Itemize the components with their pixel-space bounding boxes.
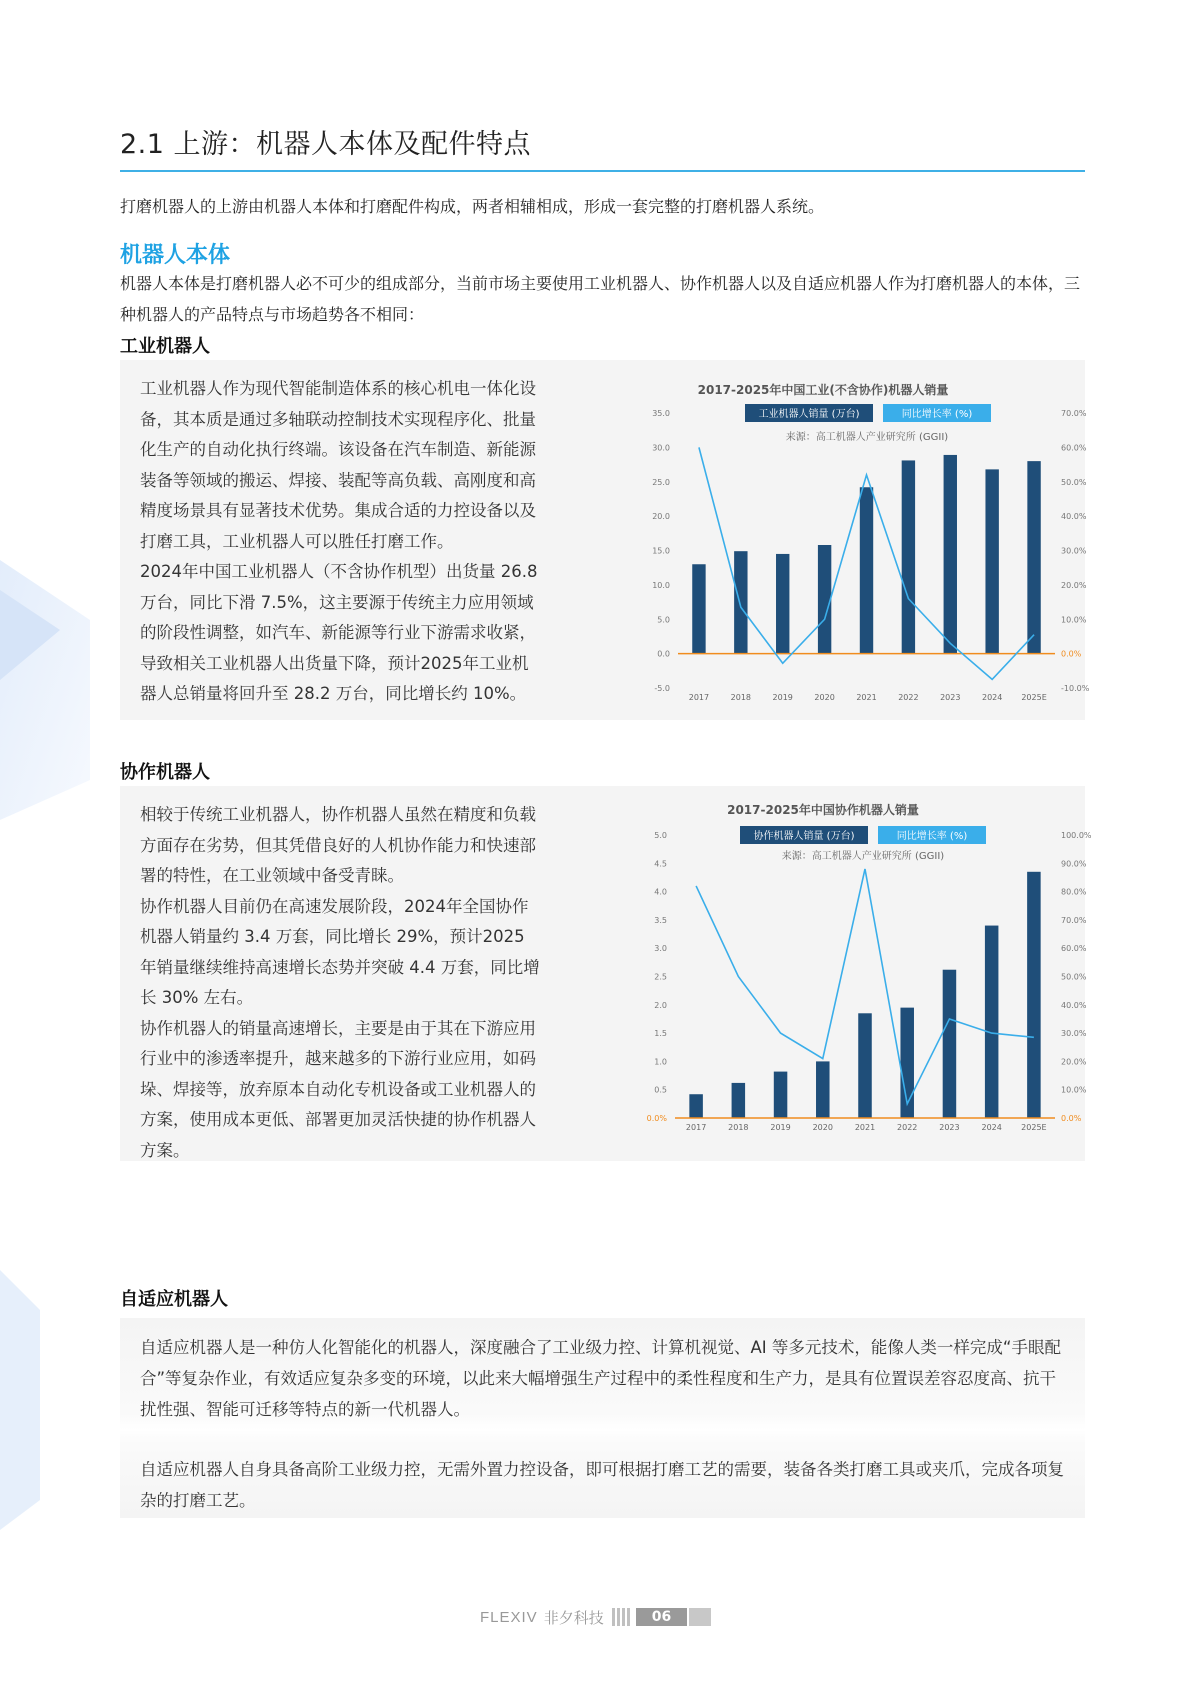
y-left-tick-label: 1.0 [654, 1057, 667, 1067]
y-right-tick-label: 30.0% [1061, 1029, 1087, 1039]
x-tick-label: 2021 [856, 693, 877, 702]
y-left-tick-label: 1.5 [654, 1029, 667, 1039]
bar [943, 970, 957, 1118]
intro-text: 打磨机器人的上游由机器人本体和打磨配件构成，两者相辅相成，形成一套完整的打磨机器人系统。 [120, 197, 825, 216]
x-tick-label: 2020 [814, 693, 835, 702]
y-left-tick-label: 10.0 [652, 580, 670, 590]
collab-text [140, 800, 540, 1166]
section-title: 2.1 上游：机器人本体及配件特点 [120, 129, 532, 160]
decorative-polygon [0, 560, 90, 820]
y-left-tick-label: 35.0 [652, 409, 670, 418]
x-tick-label: 2024 [981, 1123, 1002, 1132]
y-left-tick-label: 0.0 [657, 649, 670, 659]
y-left-tick-label: 20.0 [652, 512, 670, 522]
y-right-tick-label: 10.0% [1061, 1085, 1087, 1095]
body-paragraph: 机器人本体是打磨机器人必不可少的组成部分，当前市场主要使用工业机器人、协作机器人以及自适应机器人作为打磨机器人的本体，三种机器人的产品特点与市场趋势各不相同： [120, 274, 1081, 324]
y-right-tick-label: 10.0% [1061, 615, 1087, 625]
legend-line-label: 同比增长率 (%) [901, 409, 973, 420]
brand-logo: FLEXIV [480, 1608, 538, 1626]
y-right-tick-label: 70.0% [1061, 915, 1087, 925]
y-left-tick-label: 3.5 [654, 915, 667, 925]
bar [689, 1094, 703, 1118]
bar [985, 926, 999, 1118]
bar [774, 1072, 788, 1118]
y-left-tick-label: 0.0% [646, 1114, 667, 1123]
industrial-sales-chart [560, 360, 1090, 720]
y-right-tick-label: 20.0% [1061, 580, 1087, 590]
y-right-tick-label: 50.0% [1061, 972, 1087, 982]
y-left-tick-label: 4.0 [654, 887, 667, 897]
legend-bar-label: 协作机器人销量 (万台) [753, 831, 855, 842]
chart-source: 来源：高工机器人产业研究所 (GGII) [781, 851, 945, 862]
industrial-paragraph-1: 工业机器人作为现代智能制造体系的核心机电一体化设备，其本质是通过多轴联动控制技术实现程序化、批量化生产的自动化执行终端。该设备在汽车制造、新能源装备等领域的搬运、焊接、装配等高负载、高刚度和高精度场景具有显著技术优势。集成合适的力控设备以及打磨工具，工业机器人可以胜任打磨工作。 [140, 379, 536, 551]
y-right-tick-label: 20.0% [1061, 1057, 1087, 1067]
decorative-polygon [0, 1270, 90, 1530]
x-tick-label: 2025E [1021, 1123, 1047, 1132]
x-tick-label: 2025E [1021, 693, 1047, 702]
bar [1027, 872, 1041, 1118]
bar [985, 469, 998, 653]
body-heading: 机器人本体 [120, 243, 231, 268]
adaptive-paragraph-1: 自适应机器人是一种仿人化智能化的机器人，深度融合了工业级力控、计算机视觉、AI 等多元技术，能像人类一样完成“手眼配合”等复杂作业，有效适应复杂多变的环境，以此来大幅增强生产过程中的柔性程度和生产力，是具有位置误差容忍度高、抗干扰性强、智能可迁移等特点的新一代机器人。 [140, 1338, 1061, 1419]
collab-paragraph-3: 协作机器人的销量高速增长，主要是由于其在下游应用行业中的渗透率提升，越来越多的下游行业应用，如码垛、焊接等，放弃原本自动化专机设备或工业机器人的方案，使用成本更低、部署更加灵活快捷的协作机器人方案。 [140, 1018, 536, 1160]
y-left-tick-label: 5.0 [657, 615, 670, 625]
y-left-tick-label: 3.0 [654, 944, 667, 954]
bar [776, 554, 789, 654]
y-left-tick-label: -5.0 [654, 684, 670, 693]
y-right-tick-label: 60.0% [1061, 443, 1087, 453]
y-right-tick-label: 80.0% [1061, 887, 1087, 897]
footer-divider-bars [612, 1608, 632, 1626]
y-right-tick-label: 50.0% [1061, 477, 1087, 487]
chart-source: 来源：高工机器人产业研究所 (GGII) [785, 432, 949, 443]
adaptive-paragraph-2: 自适应机器人自身具备高阶工业级力控，无需外置力控设备，即可根据打磨工艺的需要，装备各类打磨工具或夹爪，完成各项复杂的打磨工艺。 [140, 1460, 1064, 1510]
title-underline [120, 170, 1085, 172]
y-right-tick-label: 70.0% [1061, 409, 1087, 418]
collab-paragraph-1: 相较于传统工业机器人，协作机器人虽然在精度和负载方面存在劣势，但其凭借良好的人机协作能力和快速部署的特性，在工业领域中备受青睐。 [140, 805, 536, 885]
bar [692, 564, 705, 653]
x-tick-label: 2017 [688, 693, 710, 702]
x-tick-label: 2021 [854, 1123, 876, 1132]
chart-title: 2017-2025年中国工业(不含协作)机器人销量 [697, 383, 949, 397]
y-left-tick-label: 15.0 [652, 546, 670, 556]
chart-title: 2017-2025年中国协作机器人销量 [727, 803, 919, 817]
collab-box [120, 786, 1092, 1161]
brand-name-cn: 非夕科技 [543, 1608, 604, 1627]
page-footer [480, 1605, 711, 1629]
bar [944, 455, 957, 654]
y-right-tick-label: 90.0% [1061, 859, 1087, 869]
x-tick-label: 2023 [940, 693, 961, 702]
bar [816, 1061, 830, 1118]
x-tick-label: 2018 [730, 693, 752, 702]
industrial-text [140, 374, 540, 710]
x-tick-label: 2020 [812, 1123, 833, 1132]
collab-sales-chart [560, 786, 1092, 1161]
adaptive-box [120, 1318, 1085, 1518]
industrial-box [120, 360, 1090, 720]
y-left-tick-label: 0.5 [654, 1085, 667, 1095]
adaptive-heading: 自适应机器人 [120, 1289, 228, 1310]
y-right-tick-label: 100.0% [1061, 831, 1092, 840]
legend-bar-label: 工业机器人销量 (万台) [758, 409, 860, 420]
collab-heading: 协作机器人 [120, 762, 210, 783]
bar [732, 1083, 746, 1118]
y-left-tick-label: 30.0 [652, 443, 670, 453]
bar [860, 487, 873, 653]
y-right-tick-label: 0.0% [1061, 1114, 1082, 1123]
bar [1027, 461, 1040, 654]
y-left-tick-label: 25.0 [652, 477, 670, 487]
page-number-tail [689, 1608, 711, 1626]
collab-paragraph-2: 协作机器人目前仍在高速发展阶段，2024年全国协作机器人销量约 3.4 万套，同比增长 29%，预计2025年销量继续维持高速增长态势并突破 4.4 万套，同比增长 30% 左右。 [140, 896, 540, 1007]
bar [818, 545, 831, 654]
legend-line-label: 同比增长率 (%) [896, 831, 968, 842]
y-left-tick-label: 2.5 [654, 972, 667, 982]
y-right-tick-label: 30.0% [1061, 546, 1087, 556]
industrial-paragraph-2: 2024年中国工业机器人（不含协作机型）出货量 26.8 万台，同比下滑 7.5%，这主要源于传统主力应用领域的阶段性调整，如汽车、新能源等行业下游需求收紧，导致相关工业机器人出货量下降，预计2025年工业机器人总销量将回升至 28.2 万台，同比增长约 10%。 [140, 562, 538, 703]
x-tick-label: 2022 [897, 1123, 918, 1132]
y-left-tick-label: 2.0 [654, 1000, 667, 1010]
bar [858, 1013, 872, 1118]
y-left-tick-label: 4.5 [654, 859, 667, 869]
x-tick-label: 2019 [772, 693, 793, 702]
y-right-tick-label: 0.0% [1061, 649, 1082, 659]
x-tick-label: 2018 [728, 1123, 749, 1132]
x-tick-label: 2023 [939, 1123, 960, 1132]
y-right-tick-label: -10.0% [1061, 684, 1090, 693]
bar [902, 460, 915, 653]
x-tick-label: 2022 [898, 693, 919, 702]
y-right-tick-label: 40.0% [1061, 1000, 1087, 1010]
y-right-tick-label: 40.0% [1061, 512, 1087, 522]
page-number: 06 [636, 1608, 687, 1626]
x-tick-label: 2024 [981, 693, 1003, 702]
x-tick-label: 2019 [770, 1123, 791, 1132]
x-tick-label: 2017 [685, 1123, 707, 1132]
bar [734, 551, 747, 653]
y-right-tick-label: 60.0% [1061, 944, 1087, 954]
y-left-tick-label: 5.0 [654, 831, 667, 840]
industrial-heading: 工业机器人 [120, 336, 210, 357]
